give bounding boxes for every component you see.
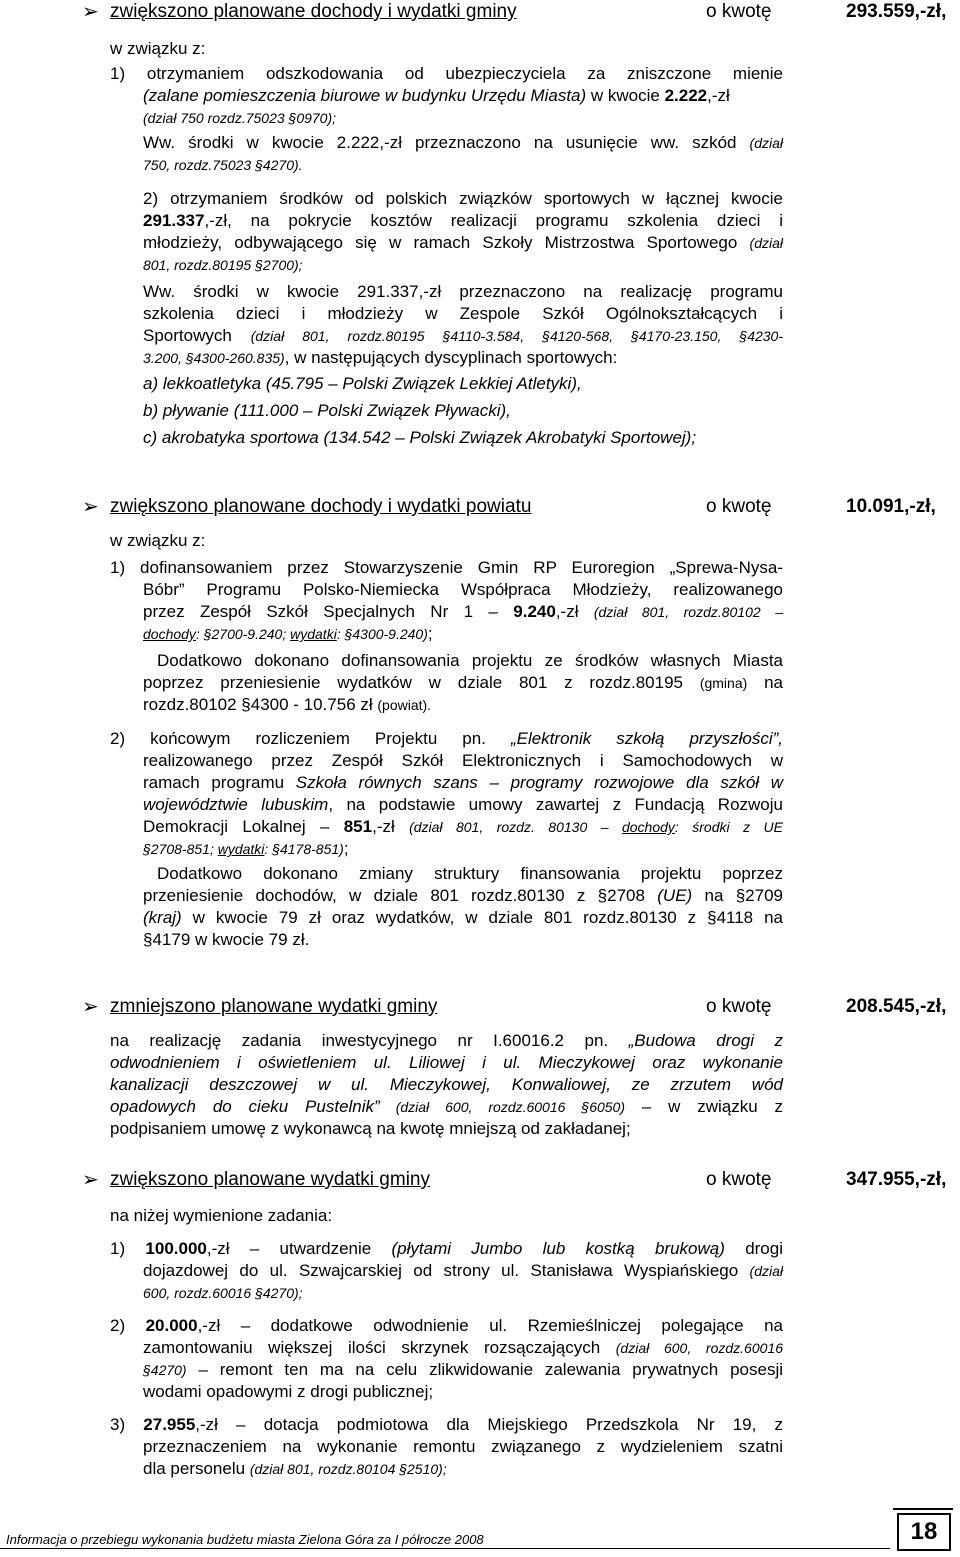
paragraph-line: 3) 27.955,-zł – dotacja podmiotowa dla Miejskiego Przedszkola Nr 19, z: [110, 1415, 783, 1434]
classification-note: 600, rozdz.60016 §4270);: [143, 1285, 303, 1301]
section-title: zwiększono planowane dochody i wydatki powiatu: [110, 496, 532, 517]
paragraph-line: Ww. środki w kwocie 291.337,-zł przeznaczono na realizację programu: [143, 282, 783, 301]
paragraph-line: Ww. środki w kwocie 2.222,-zł przeznaczono na usunięcie ww. szkód (dział: [143, 133, 783, 152]
context-label: w związku z:: [110, 39, 206, 58]
classification-note: (dział 750 rozdz.75023 §0970);: [143, 110, 337, 126]
paragraph-line: dochody: §2700-9.240; wydatki: §4300-9.240);: [143, 624, 433, 643]
paragraph-line: zamontowaniu większej ilości skrzynek rozsączających (dział 600, rozdz.60016: [143, 1338, 783, 1357]
section-title: zmniejszono planowane wydatki gminy: [110, 996, 438, 1017]
discipline-item: b) pływanie (111.000 – Polski Związek Pływacki),: [143, 401, 511, 420]
section-amount: 10.091,-zł,: [846, 496, 936, 517]
paragraph-line: (zalane pomieszczenia biurowe w budynku Urzędu Miasta) w kwocie 2.222,-zł: [143, 86, 730, 105]
paragraph-line: przeznaczeniem na wykonanie remontu związanego z wydzieleniem szatni: [143, 1437, 783, 1456]
paragraph-line: 2) 20.000,-zł – dodatkowe odwodnienie ul. Rzemieślniczej polegające na: [110, 1316, 783, 1335]
paragraph-line: 291.337,-zł, na pokrycie kosztów realizacji programu szkolenia dzieci i: [143, 211, 783, 230]
paragraph-line: §4179 w kwocie 79 zł.: [143, 930, 310, 949]
paragraph-line: dojazdowej do ul. Szwajcarskiej od strony ul. Stanisława Wyspiańskiego (dział: [143, 1261, 783, 1280]
paragraph-line: 1) otrzymaniem odszkodowania od ubezpieczyciela za zniszczone mienie: [110, 64, 783, 83]
discipline-item: a) lekkoatletyka (45.795 – Polski Związek Lekkiej Atletyki),: [143, 374, 582, 393]
paragraph-line: Dodatkowo dokonano dofinansowania projektu ze środków własnych Miasta: [157, 651, 783, 670]
paragraph-line: 2) otrzymaniem środków od polskich związków sportowych w łącznej kwocie: [143, 189, 783, 208]
paragraph-line: rozdz.80102 §4300 - 10.756 zł (powiat).: [143, 695, 432, 714]
paragraph-line: Bóbr” Programu Polsko-Niemiecka Współpraca Młodzieży, realizowanego: [143, 580, 783, 599]
paragraph-line: województwie lubuskim, na podstawie umowy zawartej z Fundacją Rozwoju: [143, 795, 783, 814]
section-amount: 208.545,-zł,: [846, 996, 947, 1017]
arrow-bullet-icon: ➢: [82, 996, 99, 1018]
paragraph-line: podpisaniem umowę z wykonawcą na kwotę mniejszą od zakładanej;: [110, 1119, 631, 1138]
paragraph-line: 1) 100.000,-zł – utwardzenie (płytami Jumbo lub kostką brukową) drogi: [110, 1239, 783, 1258]
paragraph-line: na realizację zadania inwestycyjnego nr I.60016.2 pn. „Budowa drogi z: [110, 1031, 783, 1050]
paragraph-line: 3.200, §4300-260.835), w następujących dyscyplinach sportowych:: [143, 348, 618, 367]
page-number: 18: [897, 1513, 951, 1551]
amount-keyword: o kwotę: [706, 996, 772, 1017]
paragraph-line: odwodnieniem i oświetleniem ul. Liliowej i ul. Mieczykowej oraz wykonanie: [110, 1053, 783, 1072]
paragraph-line: kanalizacji deszczowej w ul. Mieczykowej, Konwaliowej, ze zrzutem wód: [110, 1075, 783, 1094]
context-label: na niżej wymienione zadania:: [110, 1206, 333, 1225]
paragraph-line: Sportowych (dział 801, rozdz.80195 §4110-3.584, §4120-568, §4170-23.150, §4230-: [143, 326, 784, 345]
paragraph-line: opadowych do cieku Pustelnik” (dział 600, rozdz.60016 §6050) – w związku z: [110, 1097, 783, 1116]
paragraph-line: §2708-851; wydatki: §4178-851);: [143, 839, 349, 858]
context-label: w związku z:: [110, 531, 206, 550]
arrow-bullet-icon: ➢: [82, 1, 99, 23]
section-amount: 293.559,-zł,: [846, 1, 947, 22]
amount-keyword: o kwotę: [706, 1, 772, 22]
paragraph-line: realizowanego przez Zespół Szkół Elektronicznych i Samochodowych w: [143, 751, 783, 770]
paragraph-line: szkolenia dzieci i młodzieży w Zespole Szkół Ogólnokształcących i: [143, 304, 783, 323]
section-title: zwiększono planowane wydatki gminy: [110, 1169, 430, 1190]
paragraph-line: 1) dofinansowaniem przez Stowarzyszenie Gmin RP Euroregion „Sprewa-Nysa-: [110, 558, 783, 577]
classification-note: 801, rozdz.80195 §2700);: [143, 257, 303, 273]
discipline-item: c) akrobatyka sportowa (134.542 – Polski Związek Akrobatyki Sportowej);: [143, 428, 697, 447]
paragraph-line: (kraj) w kwocie 79 zł oraz wydatków, w dziale 801 rozdz.80130 z §4118 na: [143, 908, 783, 927]
amount-keyword: o kwotę: [706, 1169, 772, 1190]
amount-keyword: o kwotę: [706, 496, 772, 517]
paragraph-line: Demokracji Lokalnej – 851,-zł (dział 801, rozdz. 80130 – dochody: środki z UE: [143, 817, 784, 836]
paragraph-line: 2) końcowym rozliczeniem Projektu pn. „Elektronik szkołą przyszłości”,: [110, 729, 783, 748]
section-title: zwiększono planowane dochody i wydatki gminy: [110, 1, 517, 22]
paragraph-line: Dodatkowo dokonano zmiany struktury finansowania projektu poprzez: [157, 864, 783, 883]
paragraph-line: wodami opadowymi z drogi publicznej;: [143, 1382, 434, 1401]
classification-note: 750, rozdz.75023 §4270).: [143, 157, 303, 173]
paragraph-line: młodzieży, odbywającego się w ramach Szkoły Mistrzostwa Sportowego (dział: [143, 233, 783, 252]
paragraph-line: przez Zespół Szkół Specjalnych Nr 1 – 9.240,-zł (dział 801, rozdz.80102 –: [143, 602, 783, 621]
section-amount: 347.955,-zł,: [846, 1169, 947, 1190]
page-number-rule: [893, 1508, 953, 1510]
paragraph-line: poprzez przeniesienie wydatków w dziale 801 z rozdz.80195 (gmina) na: [143, 673, 783, 692]
paragraph-line: przeniesienie dochodów, w dziale 801 rozdz.80130 z §2708 (UE) na §2709: [143, 886, 783, 905]
paragraph-line: dla personelu (dział 801, rozdz.80104 §2510);: [143, 1459, 447, 1478]
arrow-bullet-icon: ➢: [82, 496, 99, 518]
footer-divider: [0, 1548, 890, 1549]
paragraph-line: §4270) – remont ten ma na celu zlikwidowanie zalewania prywatnych posesji: [143, 1360, 783, 1379]
paragraph-line: ramach programu Szkoła równych szans – programy rozwojowe dla szkół w: [143, 773, 783, 792]
footer-text: Informacja o przebiegu wykonania budżetu miasta Zielona Góra za I półrocze 2008: [6, 1532, 484, 1547]
arrow-bullet-icon: ➢: [82, 1169, 99, 1191]
